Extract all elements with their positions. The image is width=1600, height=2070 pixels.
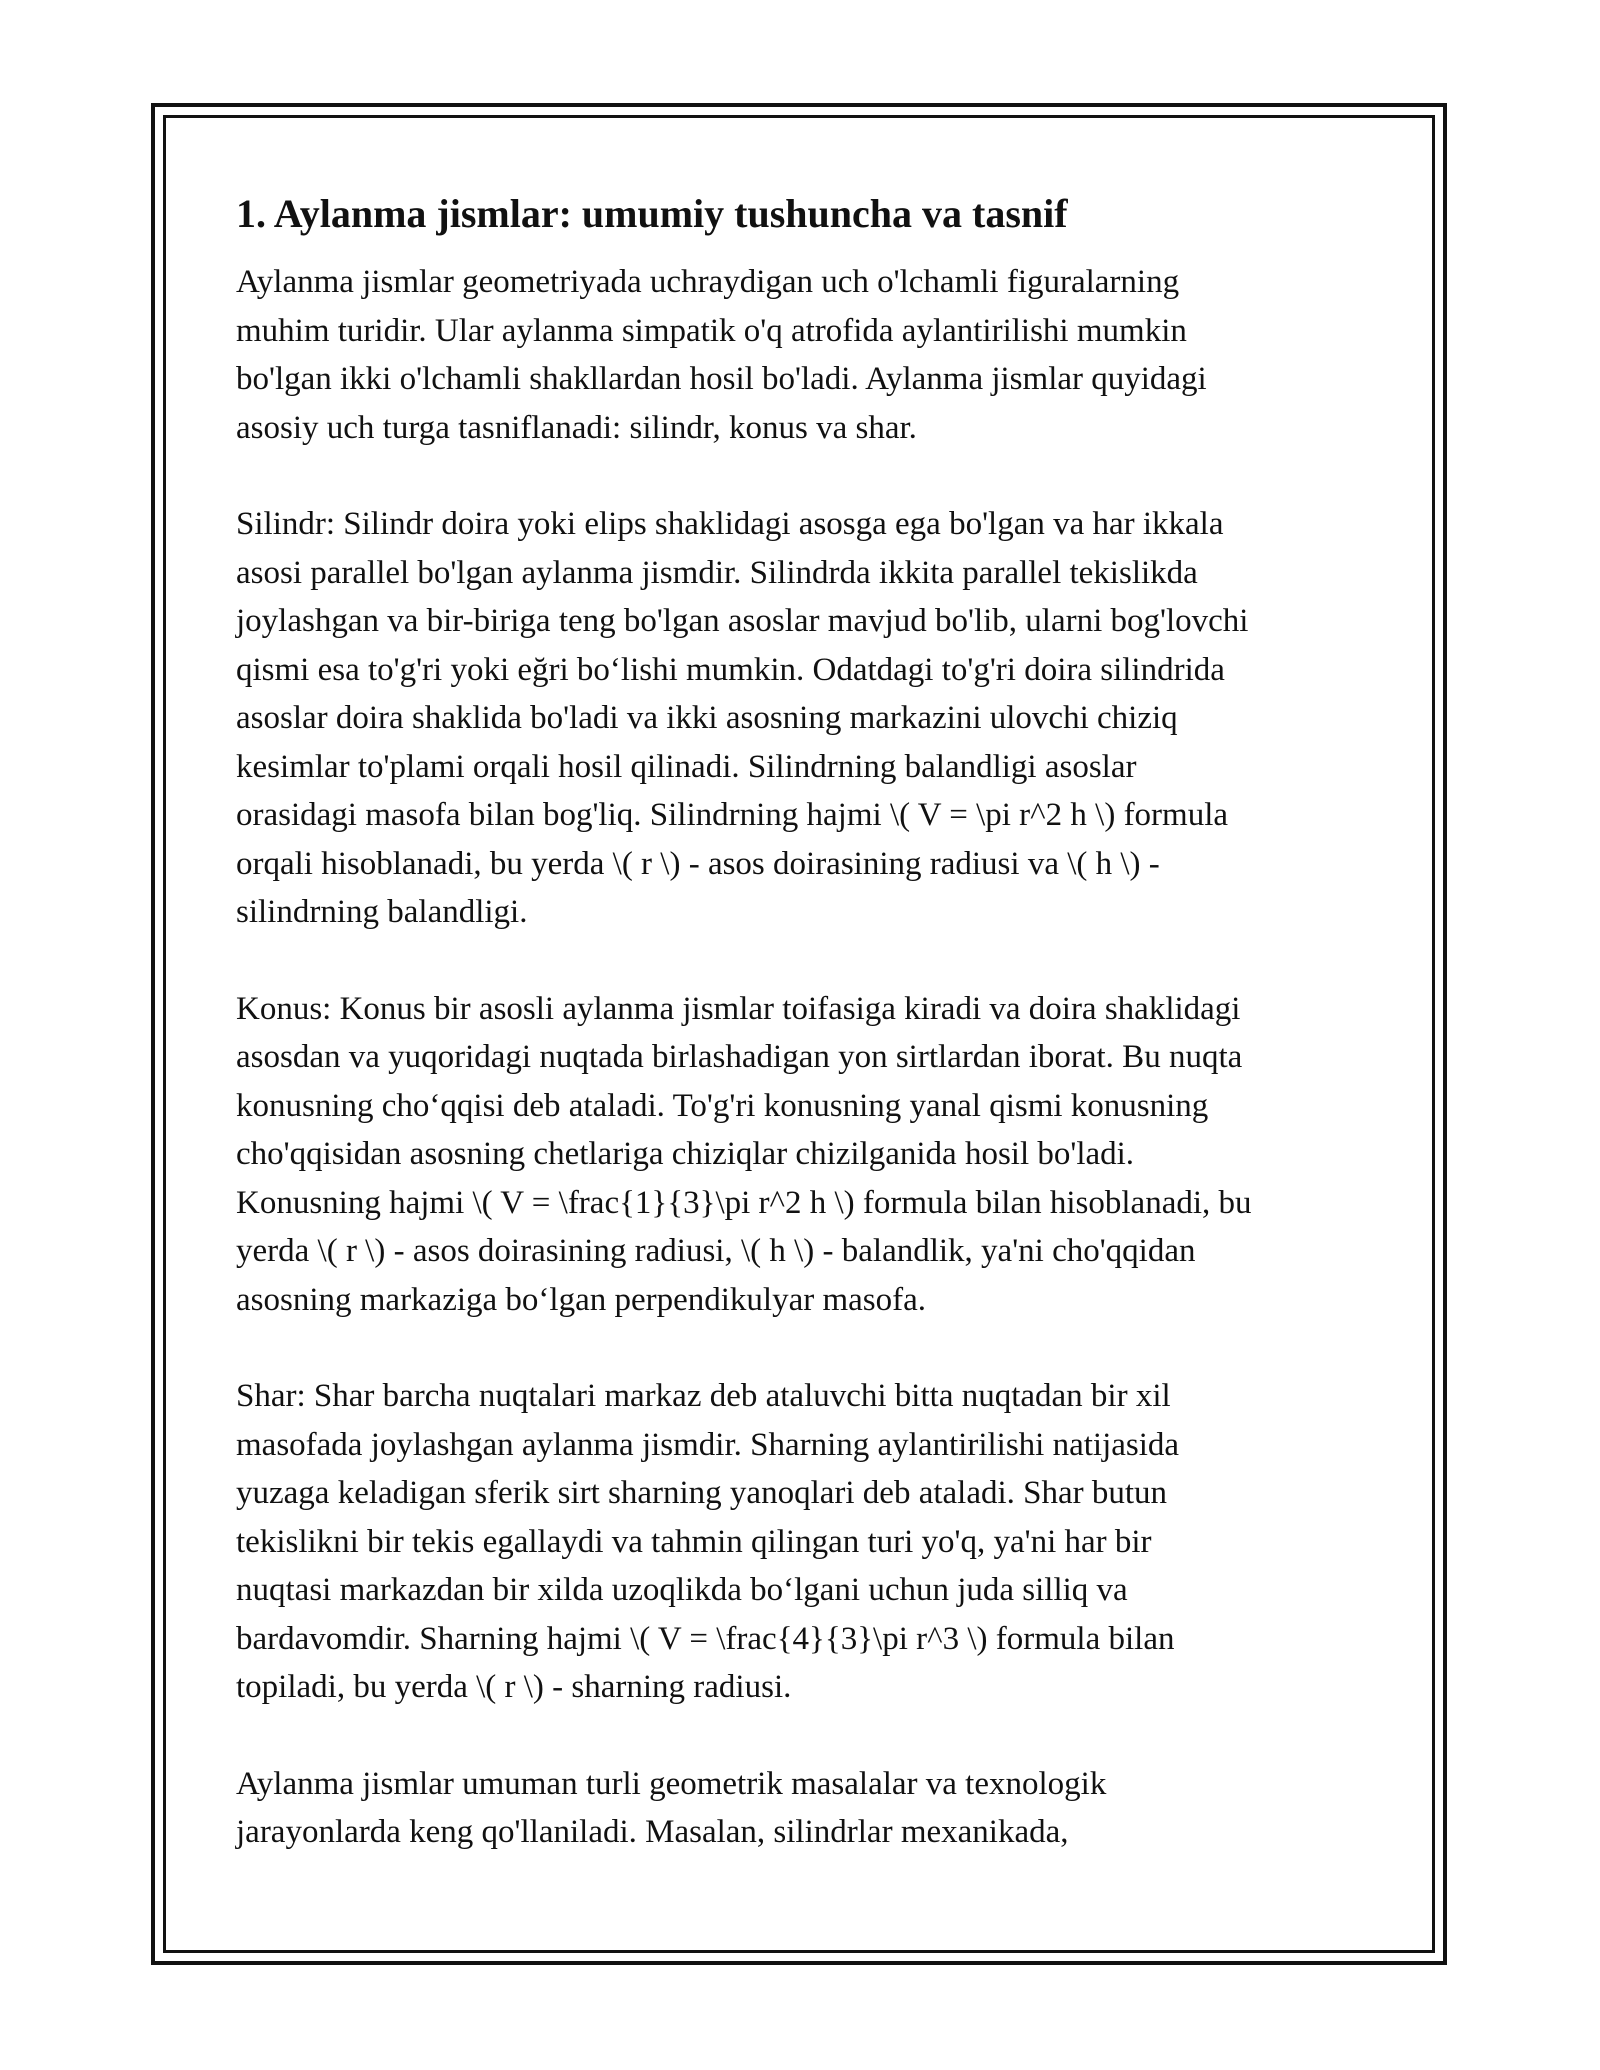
text-line: yerda \( r \) - asos doirasining radiusi, \( h \) - balandlik, ya'ni cho'qqidan: [236, 1233, 1196, 1269]
paragraph-konus: [236, 985, 1376, 1325]
text-line: konusning cho‘qqisi deb ataladi. To'g'ri konusning yanal qismi konusning: [236, 1087, 1209, 1124]
paragraph-closing: [236, 1760, 1376, 1857]
text-line: asosi parallel bo'lgan aylanma jismdir. Silindrda ikkita parallel tekislikda: [236, 554, 1198, 591]
text-line: nuqtasi markazdan bir xilda uzoqlikda bo‘lgani uchun juda silliq va: [236, 1572, 1128, 1608]
text-line: asosdan va yuqoridagi nuqtada birlashadigan yon sirtlardan iborat. Bu nuqta: [236, 1039, 1243, 1075]
text-line: qismi esa to'g'ri yoki eğri bo‘lishi mumkin. Odatdagi to'g'ri doira silindrida: [236, 651, 1225, 688]
text-line: Aylanma jismlar umuman turli geometrik masalalar va texnologik: [236, 1765, 1107, 1802]
text-line: Konus: Konus bir asosli aylanma jismlar toifasiga kiradi va doira shaklidagi: [236, 990, 1241, 1027]
paragraph-intro: [236, 258, 1376, 452]
text-line: bardavomdir. Sharning hajmi \( V = \frac{4}{3}\pi r^3 \) formula bilan: [236, 1620, 1175, 1657]
text-line: joylashgan va bir-biriga teng bo'lgan asoslar mavjud bo'lib, ularni bog'lovchi: [236, 603, 1249, 639]
text-line: bo'lgan ikki o'lchamli shakllardan hosil bo'ladi. Aylanma jismlar quyidagi: [236, 361, 1207, 397]
text-line: orqali hisoblanadi, bu yerda \( r \) - asos doirasining radiusi va \( h \) -: [236, 845, 1160, 882]
text-line: topiladi, bu yerda \( r \) - sharning radiusi.: [236, 1669, 792, 1705]
text-line: silindrning balandligi.: [236, 894, 528, 930]
text-line: asosning markaziga bo‘lgan perpendikulyar masofa.: [236, 1281, 927, 1318]
text-line: asoslar doira shaklida bo'ladi va ikki asosning markazini ulovchi chiziq: [236, 700, 1178, 736]
paragraph-silindr: [236, 500, 1376, 937]
text-line: jarayonlarda keng qo'llaniladi. Masalan, silindrlar mexanikada,: [236, 1814, 1069, 1850]
text-line: kesimlar to'plami orqali hosil qilinadi. Silindrning balandligi asoslar: [236, 748, 1137, 785]
text-line: Aylanma jismlar geometriyada uchraydigan uch o'lchamli figuralarning: [236, 264, 1180, 300]
text-line: Shar: Shar barcha nuqtalari markaz deb ataluvchi bitta nuqtadan bir xil: [236, 1378, 1171, 1414]
text-line: muhim turidir. Ular aylanma simpatik o'q atrofida aylantirilishi mumkin: [236, 312, 1187, 349]
document-body: [236, 188, 1376, 1905]
text-line: orasidagi masofa bilan bog'liq. Silindrning hajmi \( V = \pi r^2 h \) formula: [236, 797, 1229, 833]
paragraph-shar: [236, 1372, 1376, 1712]
text-line: Silindr: Silindr doira yoki elips shaklidagi asosga ega bo'lgan va har ikkala: [236, 506, 1224, 542]
text-line: masofada joylashgan aylanma jismdir. Sharning aylantirilishi natijasida: [236, 1426, 1180, 1463]
text-line: asosiy uch turga tasniflanadi: silindr, konus va shar.: [236, 409, 917, 446]
text-line: yuzaga keladigan sferik sirt sharning yanoqlari deb ataladi. Shar butun: [236, 1475, 1168, 1511]
section-heading: 1. Aylanma jismlar: umumiy tushuncha va tasnif: [236, 191, 1068, 236]
text-line: cho'qqisidan asosning chetlariga chiziqlar chizilganida hosil bo'ladi.: [236, 1136, 1135, 1172]
text-line: tekislikni bir tekis egallaydi va tahmin qilingan turi yo'q, ya'ni har bir: [236, 1523, 1152, 1560]
text-line: Konusning hajmi \( V = \frac{1}{3}\pi r^2 h \) formula bilan hisoblanadi, bu: [236, 1184, 1252, 1221]
